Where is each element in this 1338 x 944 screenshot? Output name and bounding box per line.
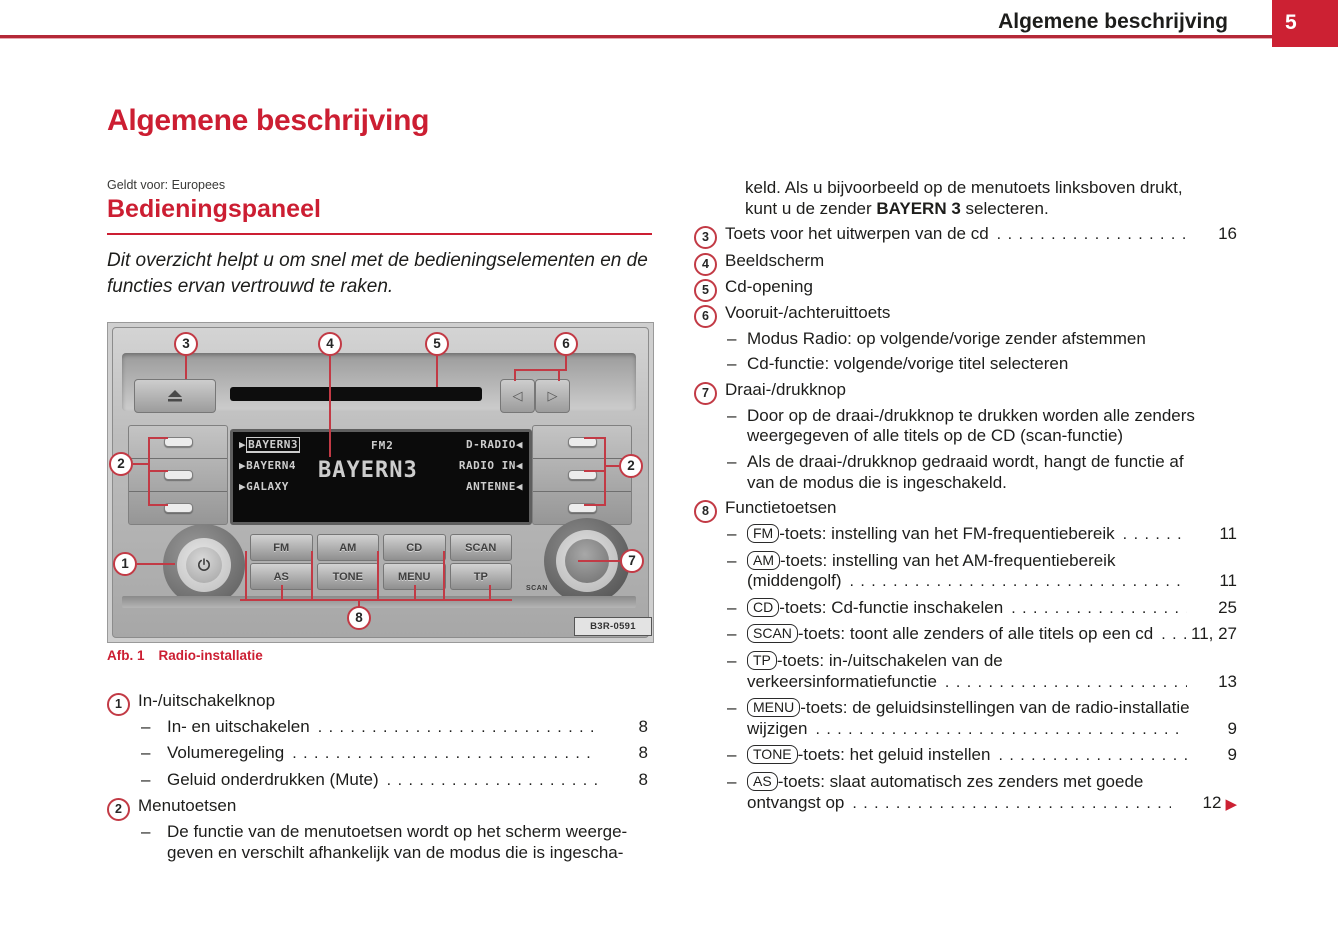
keycap-scan: SCAN [747, 624, 798, 643]
sub-item-label: van de modus die is ingeschakeld. [747, 472, 1007, 492]
callout-line [514, 369, 516, 381]
sub-item-label: Geluid onderdrukken (Mute) [167, 769, 379, 789]
list-item-label: In-/uitschakelknop [138, 691, 276, 710]
callout-line [578, 560, 620, 562]
figure-caption-label: Afb. 1 [107, 648, 145, 663]
figure-caption-text: Radio-installatie [158, 648, 263, 663]
page-ref: 13 [1218, 671, 1237, 691]
callout-badge: 2 [107, 798, 130, 821]
list-item-label: Menutoetsen [138, 796, 237, 816]
list-item [694, 221, 1237, 247]
pointer-right-icon: ▶ [239, 438, 247, 451]
sub-item-label: FM -toets: instelling van het FM-frequentiebereik [747, 521, 1115, 546]
page-ref: 16 [1218, 224, 1237, 244]
sub-item [694, 621, 1237, 647]
list-item-label: Vooruit-/achteruittoets [725, 302, 891, 322]
cd-key: CD [383, 534, 446, 561]
dash: – [727, 698, 737, 717]
callout-badge: 8 [694, 500, 717, 523]
knob-caption: SCAN [526, 585, 548, 592]
callout-line [245, 551, 247, 599]
source-item: D-RADIO◀ [466, 438, 523, 451]
callout-6-seek: 6 [554, 332, 578, 356]
source-item: ANTENNE◀ [466, 480, 523, 493]
page-ref: 11, 27 [1191, 624, 1238, 644]
callout-line [148, 504, 168, 506]
list-item [694, 248, 1237, 274]
sub-item [107, 714, 648, 740]
section-subtitle: Bedieningspaneel [107, 195, 321, 223]
page-ref: 9 [1227, 718, 1237, 738]
header-section-title: Algemene beschrijving [998, 10, 1228, 33]
dotted-leader [1011, 596, 1187, 621]
triangle-right-icon: ▷ [547, 388, 558, 403]
pointer-right-icon: ▶ [239, 459, 247, 472]
menu-button [533, 459, 631, 492]
sub-item-continuation [694, 669, 1237, 695]
page-ref: 8 [638, 769, 648, 789]
callout-badge: 7 [694, 382, 717, 405]
callout-line [584, 470, 604, 472]
menu-buttons-right [532, 425, 632, 525]
dash: – [141, 769, 151, 789]
callout-badge: 6 [694, 305, 717, 328]
menu-button [129, 426, 227, 459]
callout-line [489, 585, 491, 599]
dash: – [727, 745, 737, 765]
sub-item [694, 521, 1237, 547]
callout-badge: 1 [107, 693, 130, 716]
function-keys-bottom-row [250, 563, 512, 590]
callout-line [565, 356, 567, 369]
dotted-leader [850, 569, 1188, 594]
dash: – [727, 624, 737, 644]
callout-line [558, 369, 560, 381]
power-knob [163, 524, 245, 606]
radio-figure [107, 322, 654, 643]
dotted-leader [1161, 622, 1187, 647]
dash: – [727, 328, 737, 348]
callout-2-presets-right: 2 [619, 454, 643, 478]
station-item: ▶GALAXY [239, 480, 289, 493]
keycap-menu: MENU [747, 698, 800, 717]
dotted-leader [1123, 522, 1187, 547]
callout-line [311, 551, 313, 599]
seek-forward-button [535, 379, 570, 413]
page-ref: 9 [1227, 745, 1237, 765]
callout-1-power: 1 [113, 552, 137, 576]
scan-key: SCAN [450, 534, 513, 561]
keycap-as: AS [747, 772, 778, 791]
callout-line [148, 470, 168, 472]
dotted-leader [945, 670, 1187, 695]
callout-line [604, 465, 619, 467]
dotted-leader [815, 717, 1187, 742]
eject-icon [167, 390, 183, 402]
am-key: AM [317, 534, 380, 561]
sub-item [694, 351, 1237, 376]
callout-2-presets-left: 2 [109, 452, 133, 476]
dash: – [141, 717, 151, 736]
source-item: RADIO IN◀ [458, 459, 523, 472]
sub-item [694, 595, 1237, 621]
sub-item-label: geven en verschilt afhankelijk van de modus die is ingescha- [167, 843, 624, 863]
callout-line [604, 437, 606, 506]
radio-display [230, 429, 532, 525]
display-station-list [239, 438, 300, 493]
seek-back-button [500, 379, 535, 413]
power-icon [197, 558, 211, 572]
page-ref: 11 [1219, 524, 1237, 544]
dash: – [727, 550, 737, 570]
callout-4-display: 4 [318, 332, 342, 356]
dash: – [727, 771, 737, 791]
dash: – [727, 524, 737, 544]
dash: – [727, 451, 737, 471]
sub-item-label: TONE -toets: het geluid instellen [747, 742, 990, 767]
callout-line [584, 504, 604, 506]
page-ref: 12 [1202, 792, 1222, 812]
dash: – [141, 822, 151, 842]
page-ref: 11 [1219, 571, 1237, 591]
sub-item-label: weergegeven of alle titels op de CD (scan-functie) [747, 426, 1124, 446]
power-knob-disc [186, 547, 222, 583]
callout-line [436, 356, 438, 387]
sub-item-label: Door op de draai-/drukknop te drukken worden alle zenders [747, 405, 1195, 425]
callout-line [133, 463, 148, 465]
dotted-leader [997, 222, 1187, 247]
list-item [694, 377, 1237, 403]
list-item-label: Beeldscherm [725, 250, 825, 270]
callout-badge: 4 [694, 253, 717, 276]
display-current-station: BAYERN3 [318, 458, 418, 483]
tone-key: TONE [317, 563, 380, 590]
eject-button [134, 379, 216, 413]
dotted-leader [998, 743, 1187, 768]
dotted-leader [318, 715, 598, 740]
callout-line [584, 437, 604, 439]
sub-item-label: AM -toets: instelling van het AM-frequentiebereik [747, 548, 1115, 573]
callout-badge: 3 [694, 226, 717, 249]
menu-button [533, 426, 631, 459]
sub-item-label: De functie van de menutoetsen wordt op het scherm weerge- [167, 822, 628, 842]
keycap-cd: CD [747, 598, 779, 617]
list-item-label: Cd-opening [725, 276, 813, 296]
callout-line [185, 356, 187, 379]
list-item [694, 300, 1237, 326]
dotted-leader [387, 768, 598, 793]
subtitle-rule [107, 233, 652, 235]
dotted-leader [292, 741, 598, 766]
callout-line [240, 599, 512, 601]
sub-item [694, 742, 1237, 768]
callout-line [377, 551, 379, 599]
dash: – [727, 405, 737, 425]
figure-caption [107, 648, 263, 663]
list-item [107, 793, 648, 819]
dash: – [727, 354, 737, 374]
sub-item-continuation [694, 716, 1237, 742]
sub-item-label: AS -toets: slaat automatisch zes zenders met goede [747, 769, 1143, 794]
list-item [694, 274, 1237, 300]
page-number: 5 [1285, 11, 1297, 34]
keycap-fm: FM [747, 524, 779, 543]
header-rule [0, 35, 1272, 39]
page-ref: 25 [1218, 597, 1237, 617]
continuation-arrow-icon: ▶ [1225, 795, 1237, 813]
legend-list-right [694, 175, 1237, 816]
menu-key: MENU [383, 563, 446, 590]
display-band: FM2 [371, 439, 394, 452]
keycap-tone: TONE [747, 745, 798, 764]
function-keys-top-row [250, 534, 512, 561]
station-name-bold: BAYERN 3 [876, 198, 961, 218]
sub-item-label: MENU -toets: de geluidsinstellingen van de radio-installatie [747, 695, 1190, 720]
callout-line [281, 585, 283, 599]
pointer-left-icon: ◀ [515, 459, 523, 472]
sub-item-label: Volumeregeling [167, 743, 285, 763]
chapter-title: Algemene beschrijving [107, 104, 430, 137]
sub-item [107, 740, 648, 766]
sub-item-label: verkeersinformatiefunctie [747, 671, 937, 691]
sub-item-label: (middengolf) [747, 571, 842, 591]
station-item: ▶BAYERN4 [239, 459, 296, 472]
pointer-left-icon: ◀ [515, 480, 523, 493]
sub-item-label: CD -toets: Cd-functie inschakelen [747, 595, 1003, 620]
callout-line [137, 563, 175, 565]
callout-5-slot: 5 [425, 332, 449, 356]
sub-item-label: ontvangst op [747, 792, 845, 812]
menu-buttons-left [128, 425, 228, 525]
dash: – [727, 650, 737, 670]
sub-item-label: wijzigen [747, 718, 808, 738]
tp-key: TP [450, 563, 513, 590]
callout-line [443, 551, 445, 599]
sub-item-label: In- en uitschakelen [167, 717, 310, 736]
keycap-am: AM [747, 551, 780, 570]
keycap-tp: TP [747, 651, 777, 670]
sub-item [694, 326, 1237, 351]
callout-3-eject: 3 [174, 332, 198, 356]
dash: – [141, 743, 151, 763]
paragraph-text: kunt u de zender BAYERN 3 selecteren. [745, 198, 1049, 218]
cd-slot [230, 387, 482, 401]
applies-to-note: Geldt voor: Europees [107, 178, 226, 192]
legend-list-left [107, 688, 648, 866]
callout-line [148, 437, 168, 439]
pointer-right-icon: ▶ [239, 480, 247, 493]
list-item [107, 688, 648, 714]
sub-item-label: TP -toets: in-/uitschakelen van de [747, 648, 1003, 673]
callout-line [414, 585, 416, 599]
triangle-left-icon: ◁ [512, 388, 523, 403]
figure-code-tag: B3R-0591 [574, 617, 652, 636]
sub-item-label: SCAN -toets: toont alle zenders of alle titels op een cd [747, 621, 1153, 646]
callout-7-rotary: 7 [620, 549, 644, 573]
page-ref: 8 [638, 717, 648, 736]
sub-item-continuation [694, 568, 1237, 594]
page-number-box [1272, 0, 1338, 47]
callout-badge: 5 [694, 279, 717, 302]
menu-button [129, 492, 227, 524]
fm-key: FM [250, 534, 313, 561]
sub-item-label: Modus Radio: op volgende/vorige zender afstemmen [747, 328, 1146, 348]
callout-8-keys: 8 [347, 606, 371, 630]
list-item-label: Functietoetsen [725, 498, 837, 518]
dotted-leader [852, 791, 1171, 816]
dash: – [727, 597, 737, 617]
power-knob-ring [177, 538, 231, 592]
callout-line [329, 356, 331, 457]
radio-bottom-trim [122, 596, 636, 608]
intro-paragraph: Dit overzicht helpt u om snel met de bedieningselementen en de functies ervan vertrouwd te raken. [107, 250, 648, 297]
station-item-selected: ▶ BAYERN3 [239, 438, 298, 451]
page-ref: 8 [638, 743, 648, 763]
display-source-list [459, 438, 523, 493]
pointer-left-icon: ◀ [515, 438, 523, 451]
list-item-label: Toets voor het uitwerpen van de cd [725, 224, 989, 244]
sub-item-label: Cd-functie: volgende/vorige titel selecteren [747, 354, 1069, 374]
sub-item-continuation [107, 840, 648, 865]
list-item-label: Draai-/drukknop [725, 379, 846, 399]
paragraph-text: keld. Als u bijvoorbeeld op de menutoets linksboven drukt, [745, 178, 1183, 197]
as-key: AS [250, 563, 313, 590]
sub-item-label: Als de draai-/drukknop gedraaid wordt, hangt de functie af [747, 451, 1184, 471]
sub-item [107, 767, 648, 793]
list-item [694, 495, 1237, 521]
sub-item-continuation [694, 790, 1237, 816]
